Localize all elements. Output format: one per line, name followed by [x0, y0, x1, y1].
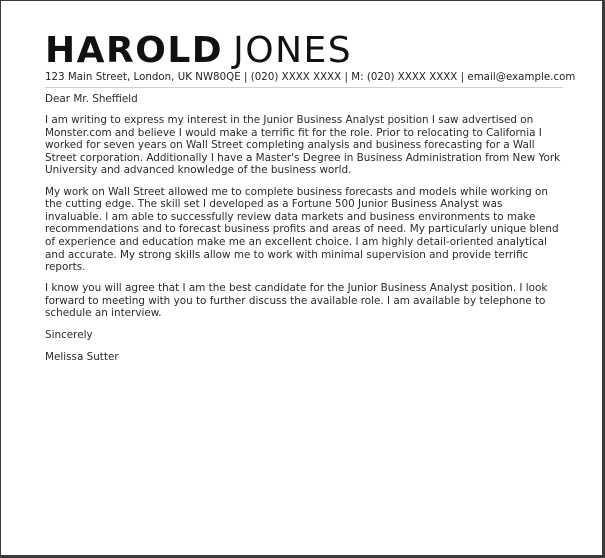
applicant-first-name: HAROLD	[45, 30, 224, 71]
letter-body	[45, 93, 561, 364]
salutation: Dear Mr. Sheffield	[45, 93, 138, 105]
paragraph-2: My work on Wall Street allowed me to complete business forecasts and models while working on the cutting edge. The skill set I developed as a Fortune 500 Junior Business Analyst was invaluable. I am able to successfully review data markets and business environments to make recommendations and to forecast business profits and areas of need. My particularly unique blend of experience and education make me an excellent choice. I am highly detail-oriented analytical and accurate. My strong skills allow me to work with minimal supervision and provide terrific reports.	[45, 185, 559, 274]
contact-line: 123 Main Street, London, UK NW80QE | (020) XXXX XXXX | M: (020) XXXX XXXX | email@example.com	[45, 72, 576, 83]
closing: Sincerely	[45, 328, 93, 341]
applicant-name	[45, 31, 352, 71]
header-divider	[45, 87, 563, 88]
applicant-last-name: JONES	[233, 30, 353, 71]
paragraph-1: I am writing to express my interest in the Junior Business Analyst position I saw advertised on Monster.com and believe I would make a terrific fit for the role. Prior to relocating to California I worked for seven years on Wall Street completing analysis and business forecasting for a Wall Street corporation. Additionally I have a Master's Degree in Business Administration from New York University and advanced knowledge of the business world.	[45, 114, 561, 177]
signature-name: Melissa Sutter	[45, 351, 119, 364]
paragraph-3: I know you will agree that I am the best candidate for the Junior Business Analyst position. I look forward to meeting with you to further discuss the available role. I am available by telephone to schedule an interview.	[45, 282, 548, 320]
